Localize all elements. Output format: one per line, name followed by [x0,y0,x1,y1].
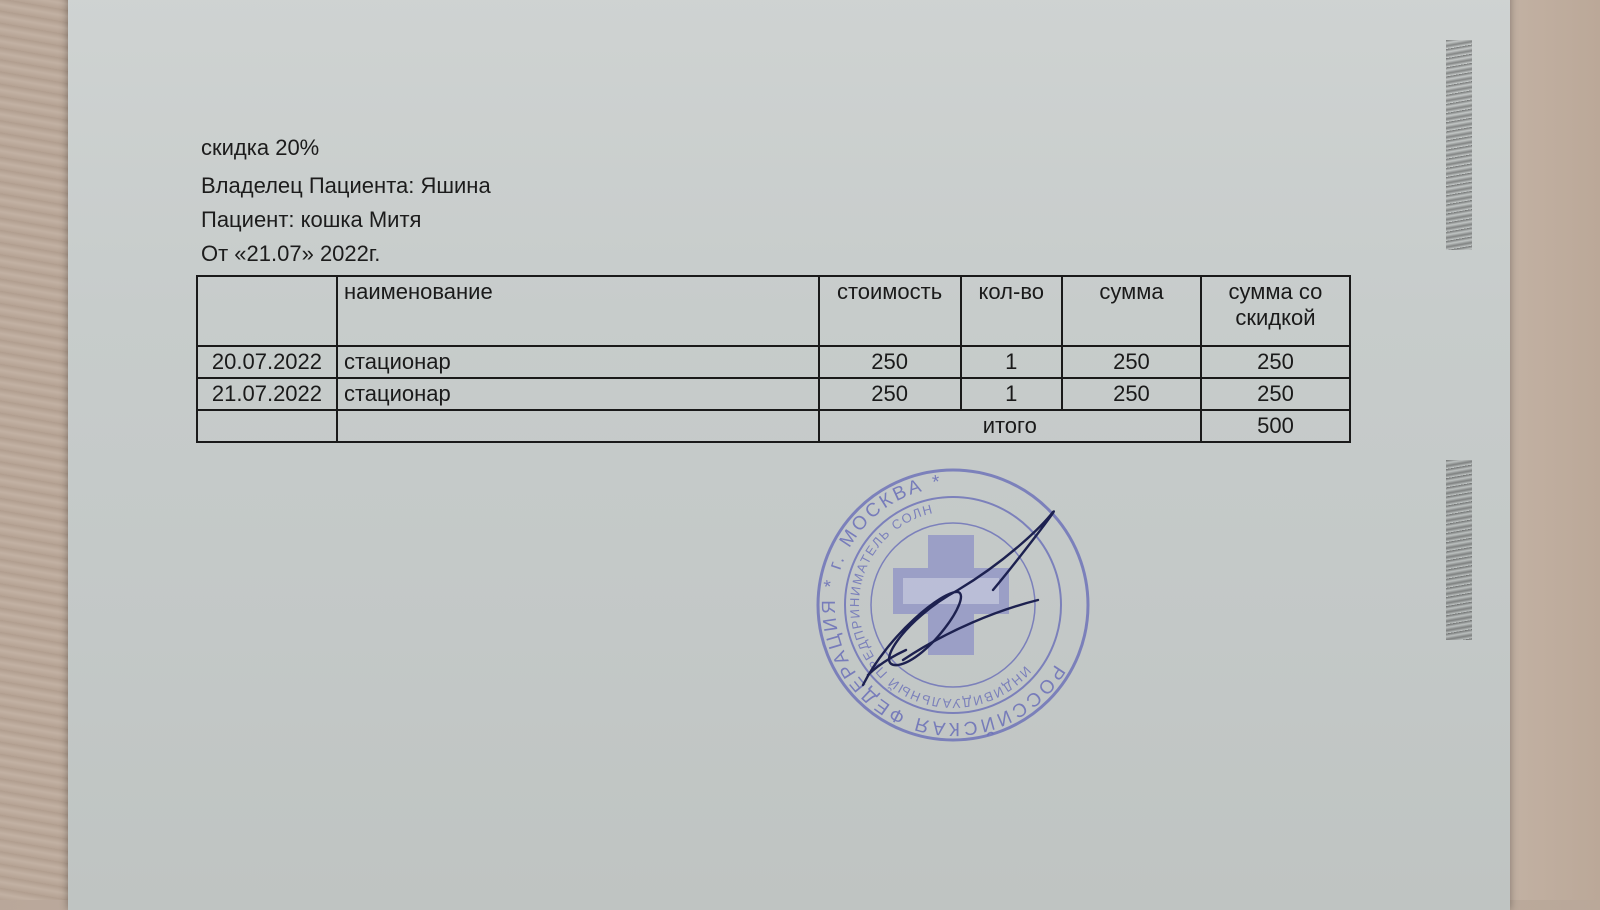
total-row [197,410,1350,442]
round-stamp [808,460,1098,750]
row-name: стационар [337,378,819,410]
column-header-date [197,276,337,346]
row-qty: 1 [961,378,1062,410]
total-empty-cell [337,410,819,442]
column-header-name: наименование [337,276,819,346]
desk-surface-right [1500,0,1600,900]
invoice-paper [68,0,1510,910]
services-table [196,275,1351,443]
column-header-sum: сумма [1062,276,1201,346]
table-header-row [197,276,1350,346]
table-row [197,346,1350,378]
column-header-qty: кол-во [961,276,1062,346]
total-value: 500 [1201,410,1350,442]
row-discounted: 250 [1201,346,1350,378]
row-price: 250 [819,346,961,378]
date-line: От «21.07» 2022г. [201,241,381,266]
row-sum: 250 [1062,346,1201,378]
paper-edge-marks [1446,40,1472,250]
row-price: 250 [819,378,961,410]
table-row [197,378,1350,410]
paper-edge-marks-lower [1446,460,1472,640]
row-discounted: 250 [1201,378,1350,410]
row-date: 21.07.2022 [197,378,337,410]
stamp-outer-text: РОССИЙСКАЯ ФЕДЕРАЦИЯ * г. МОСКВА * [818,471,1069,740]
row-sum: 250 [1062,378,1201,410]
stamp-inner-text: ИНДИВИДУАЛЬНЫЙ ПРЕДПРИНИМАТЕЛЬ СОЛН [846,501,1034,712]
row-qty: 1 [961,346,1062,378]
column-header-discounted: сумма со скидкой [1201,276,1350,346]
total-empty-cell [197,410,337,442]
row-name: стационар [337,346,819,378]
owner-line: Владелец Пациента: Яшина [201,173,491,198]
patient-line: Пациент: кошка Митя [201,207,422,232]
desk-surface [0,0,70,900]
row-date: 20.07.2022 [197,346,337,378]
total-label: итого [819,410,1201,442]
column-header-price: стоимость [819,276,961,346]
discount-line: скидка 20% [201,135,320,160]
